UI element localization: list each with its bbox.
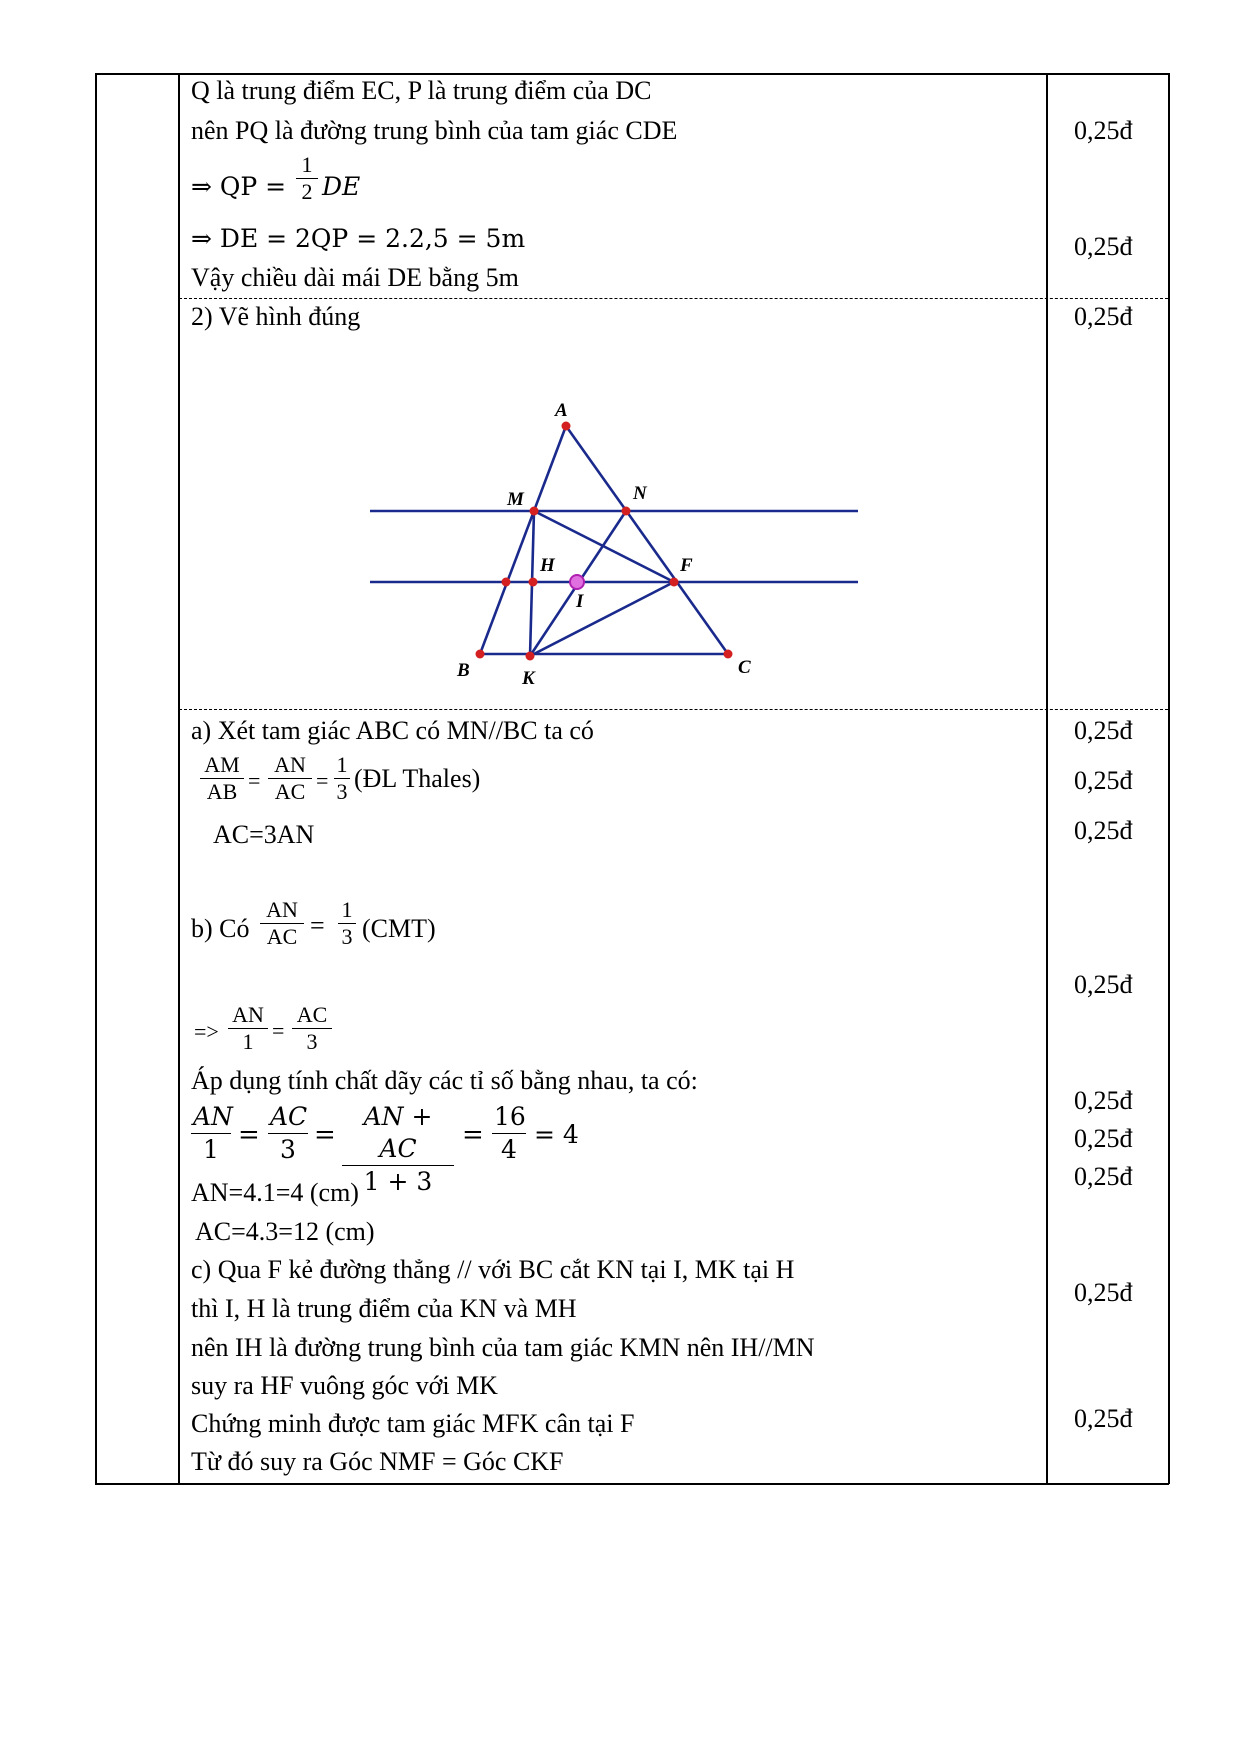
point-k bbox=[526, 652, 535, 661]
implies-arrow: => bbox=[194, 1019, 219, 1044]
fraction-numerator: AN bbox=[193, 1102, 233, 1131]
point-i bbox=[570, 575, 584, 589]
score-cell: 0,25đ bbox=[1074, 816, 1133, 845]
part-c-line5: Chứng minh được tam giác MFK cân tại F bbox=[191, 1409, 635, 1438]
equals-sign: = bbox=[310, 911, 325, 940]
fraction-one-third bbox=[334, 752, 350, 805]
table-column-divider-1 bbox=[178, 73, 180, 1484]
table-border-bottom bbox=[95, 1483, 1169, 1485]
fraction-ac-3 bbox=[292, 1002, 332, 1055]
text-ac-3an: AC=3AN bbox=[213, 820, 315, 849]
fraction-ac-3-g bbox=[268, 1101, 308, 1166]
score-cell: 0,25đ bbox=[1074, 716, 1133, 745]
fraction-numerator: AN + AC bbox=[363, 1102, 433, 1163]
fraction-an-ac-b bbox=[260, 897, 304, 950]
label-b: B bbox=[457, 660, 470, 681]
score-cell: 0,25đ bbox=[1074, 116, 1133, 145]
equation-qp-prefix: ⇒ QP = bbox=[191, 172, 287, 201]
score-cell: 0,25đ bbox=[1074, 766, 1133, 795]
fraction-an-1 bbox=[228, 1002, 268, 1055]
point-n bbox=[622, 507, 631, 516]
equation-de: ⇒ DE = 2QP = 2.2,5 = 5m bbox=[191, 224, 526, 253]
label-c: C bbox=[738, 657, 751, 678]
fraction-denominator: 4 bbox=[501, 1135, 517, 1164]
text-thales: (ĐL Thales) bbox=[354, 764, 481, 793]
table-border-top bbox=[95, 73, 1169, 75]
score-cell: 0,25đ bbox=[1074, 1162, 1133, 1191]
fraction-numerator: AN bbox=[232, 1002, 264, 1027]
fraction-denominator: 1 bbox=[242, 1029, 254, 1054]
fraction-numerator: AC bbox=[270, 1102, 308, 1131]
text-ac-value: AC=4.3=12 (cm) bbox=[195, 1217, 375, 1246]
segment-fk bbox=[530, 582, 674, 656]
fraction-16-4 bbox=[492, 1101, 526, 1166]
point-f bbox=[670, 578, 679, 587]
label-i: I bbox=[576, 591, 584, 612]
score-cell: 0,25đ bbox=[1074, 1086, 1133, 1115]
text-pq-midline: nên PQ là đường trung bình của tam giác CDE bbox=[191, 116, 678, 145]
fraction-numerator: AN bbox=[266, 897, 298, 922]
table-column-divider-2 bbox=[1046, 73, 1048, 1484]
fraction-denominator: 1 + 3 bbox=[363, 1167, 433, 1196]
row-divider-1 bbox=[179, 298, 1168, 299]
part-c-line1: c) Qua F kẻ đường thẳng // với BC cắt KN tại I, MK tại H bbox=[191, 1255, 795, 1284]
fraction-numerator: 16 bbox=[494, 1102, 526, 1131]
fraction-numerator: AN bbox=[274, 752, 306, 777]
row-divider-2 bbox=[179, 709, 1168, 710]
score-cell: 0,25đ bbox=[1074, 970, 1133, 999]
fraction-denominator: 3 bbox=[336, 779, 348, 804]
point-c bbox=[724, 650, 733, 659]
score-cell: 0,25đ bbox=[1074, 1124, 1133, 1153]
text-an-value: AN=4.1=4 (cm) bbox=[191, 1178, 359, 1207]
text-cmt: (CMT) bbox=[362, 914, 436, 943]
text-q-midpoint: Q là trung điểm EC, P là trung điểm của DC bbox=[191, 76, 652, 105]
part-a-title: a) Xét tam giác ABC có MN//BC ta có bbox=[191, 716, 594, 745]
fraction-numerator: 1 bbox=[336, 752, 348, 777]
equation-qp-suffix: DE bbox=[322, 172, 361, 201]
fraction-am-ab bbox=[200, 752, 244, 805]
table-border-left bbox=[95, 73, 97, 1484]
fraction-denominator: 3 bbox=[280, 1135, 296, 1164]
label-f: F bbox=[680, 555, 693, 576]
equals-sign: = bbox=[462, 1120, 484, 1150]
part-c-line3: nên IH là đường trung bình của tam giác KMN nên IH//MN bbox=[191, 1333, 815, 1362]
equals-sign: = bbox=[316, 768, 329, 793]
fraction-numerator: 1 bbox=[341, 897, 353, 922]
text-apply-property: Áp dụng tính chất dãy các tỉ số bằng nhau, ta có: bbox=[191, 1066, 698, 1095]
part-c-line4: suy ra HF vuông góc với MK bbox=[191, 1371, 498, 1400]
score-cell: 0,25đ bbox=[1074, 232, 1133, 261]
equals-sign: = bbox=[238, 1120, 260, 1150]
point-b bbox=[476, 650, 485, 659]
fraction-numerator: AC bbox=[296, 1002, 328, 1027]
point-a bbox=[562, 422, 571, 431]
label-m: M bbox=[507, 489, 524, 510]
part-c-line6: Từ đó suy ra Góc NMF = Góc CKF bbox=[191, 1447, 564, 1476]
section-title-draw-figure: 2) Vẽ hình đúng bbox=[191, 302, 361, 331]
fraction-denominator: 2 bbox=[301, 179, 313, 204]
score-cell: 0,25đ bbox=[1074, 302, 1133, 331]
table-border-right bbox=[1168, 73, 1170, 1484]
fraction-numerator: AM bbox=[204, 752, 240, 777]
geometry-figure bbox=[360, 390, 870, 700]
fraction-denominator: AC bbox=[274, 779, 306, 804]
label-h: H bbox=[540, 555, 555, 576]
equals-sign: = bbox=[248, 768, 261, 793]
fraction-one-third-b bbox=[338, 897, 356, 950]
part-b-prefix: b) Có bbox=[191, 914, 250, 943]
fraction-denominator: AB bbox=[206, 779, 238, 804]
equals-sign: = bbox=[314, 1120, 336, 1150]
fraction-denominator: 3 bbox=[341, 924, 353, 949]
fraction-numerator: 1 bbox=[301, 152, 313, 177]
equals-sign: = bbox=[272, 1018, 285, 1043]
fraction-denominator: 3 bbox=[306, 1029, 318, 1054]
fraction-denominator: 1 bbox=[203, 1135, 219, 1164]
equals-four: = 4 bbox=[534, 1120, 579, 1149]
score-cell: 0,25đ bbox=[1074, 1278, 1133, 1307]
point-h bbox=[529, 578, 538, 587]
part-c-line2: thì I, H là trung điểm của KN và MH bbox=[191, 1294, 577, 1323]
score-cell: 0,25đ bbox=[1074, 1404, 1133, 1433]
label-a: A bbox=[555, 400, 568, 421]
label-k: K bbox=[522, 668, 535, 689]
fraction-denominator: AC bbox=[266, 924, 298, 949]
point-ab-intersection bbox=[502, 578, 511, 587]
point-m bbox=[530, 507, 539, 516]
fraction-an-ac bbox=[268, 752, 312, 805]
label-n: N bbox=[633, 483, 647, 504]
text-de-length: Vậy chiều dài mái DE bằng 5m bbox=[191, 263, 519, 292]
fraction-one-half bbox=[296, 152, 318, 205]
fraction-an-1-g bbox=[191, 1101, 231, 1166]
